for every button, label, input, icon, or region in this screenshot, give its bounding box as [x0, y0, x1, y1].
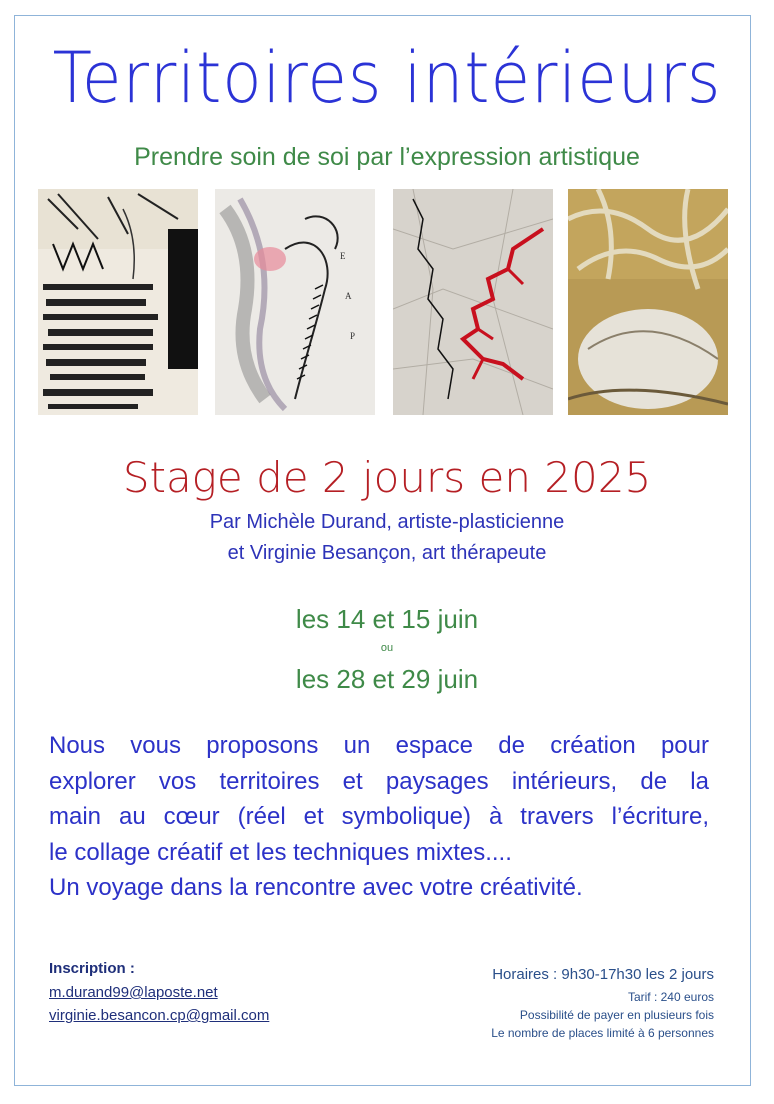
email-link-durand[interactable]: m.durand99@laposte.net: [49, 984, 218, 1001]
places-info: Le nombre de places limité à 6 personnes: [491, 1026, 714, 1040]
poster-subtitle: Prendre soin de soi par l’expression artistique: [134, 143, 640, 171]
description-line: Nous vous proposons un espace de création pour: [49, 732, 709, 759]
svg-text:P: P: [350, 331, 356, 341]
event-heading: Stage de 2 jours en 2025: [122, 453, 652, 502]
description-line: Un voyage dans la rencontre avec votre créativité.: [49, 874, 583, 901]
payment-info: Possibilité de payer en plusieurs fois: [519, 1008, 714, 1022]
date-option-2: les 28 et 29 juin: [295, 664, 479, 694]
description: [49, 728, 709, 906]
poster-title: Territoires intérieurs: [52, 37, 722, 119]
description-line: main au cœur (réel et symbolique) à travers l’écriture,: [49, 803, 709, 830]
description-line: explorer vos territoires et paysages intérieurs, de la: [49, 767, 709, 795]
presenter-line-1: Par Michèle Durand, artiste-plasticienne: [209, 511, 565, 533]
ink-drawing-image: [215, 189, 375, 415]
email-link-besancon[interactable]: virginie.besancon.cp@gmail.com: [49, 1007, 270, 1024]
hours-info: Horaires : 9h30-17h30 les 2 jours: [492, 966, 714, 983]
inscription-label: Inscription :: [49, 960, 135, 977]
svg-text:A: A: [345, 291, 352, 301]
svg-text:E: E: [340, 251, 346, 261]
price-info: Tarif : 240 euros: [627, 990, 714, 1004]
presenter-line-2: et Virginie Besançon, art thérapeute: [227, 542, 547, 564]
gold-texture-image: [568, 189, 728, 415]
artwork-gallery: [38, 189, 728, 415]
description-line: le collage créatif et les techniques mixtes....: [49, 838, 512, 866]
date-option-1: les 14 et 15 juin: [295, 604, 479, 634]
calligraphy-collage-image: [38, 189, 198, 415]
or-separator: ou: [380, 642, 394, 654]
red-crack-paper-image: [393, 189, 553, 415]
